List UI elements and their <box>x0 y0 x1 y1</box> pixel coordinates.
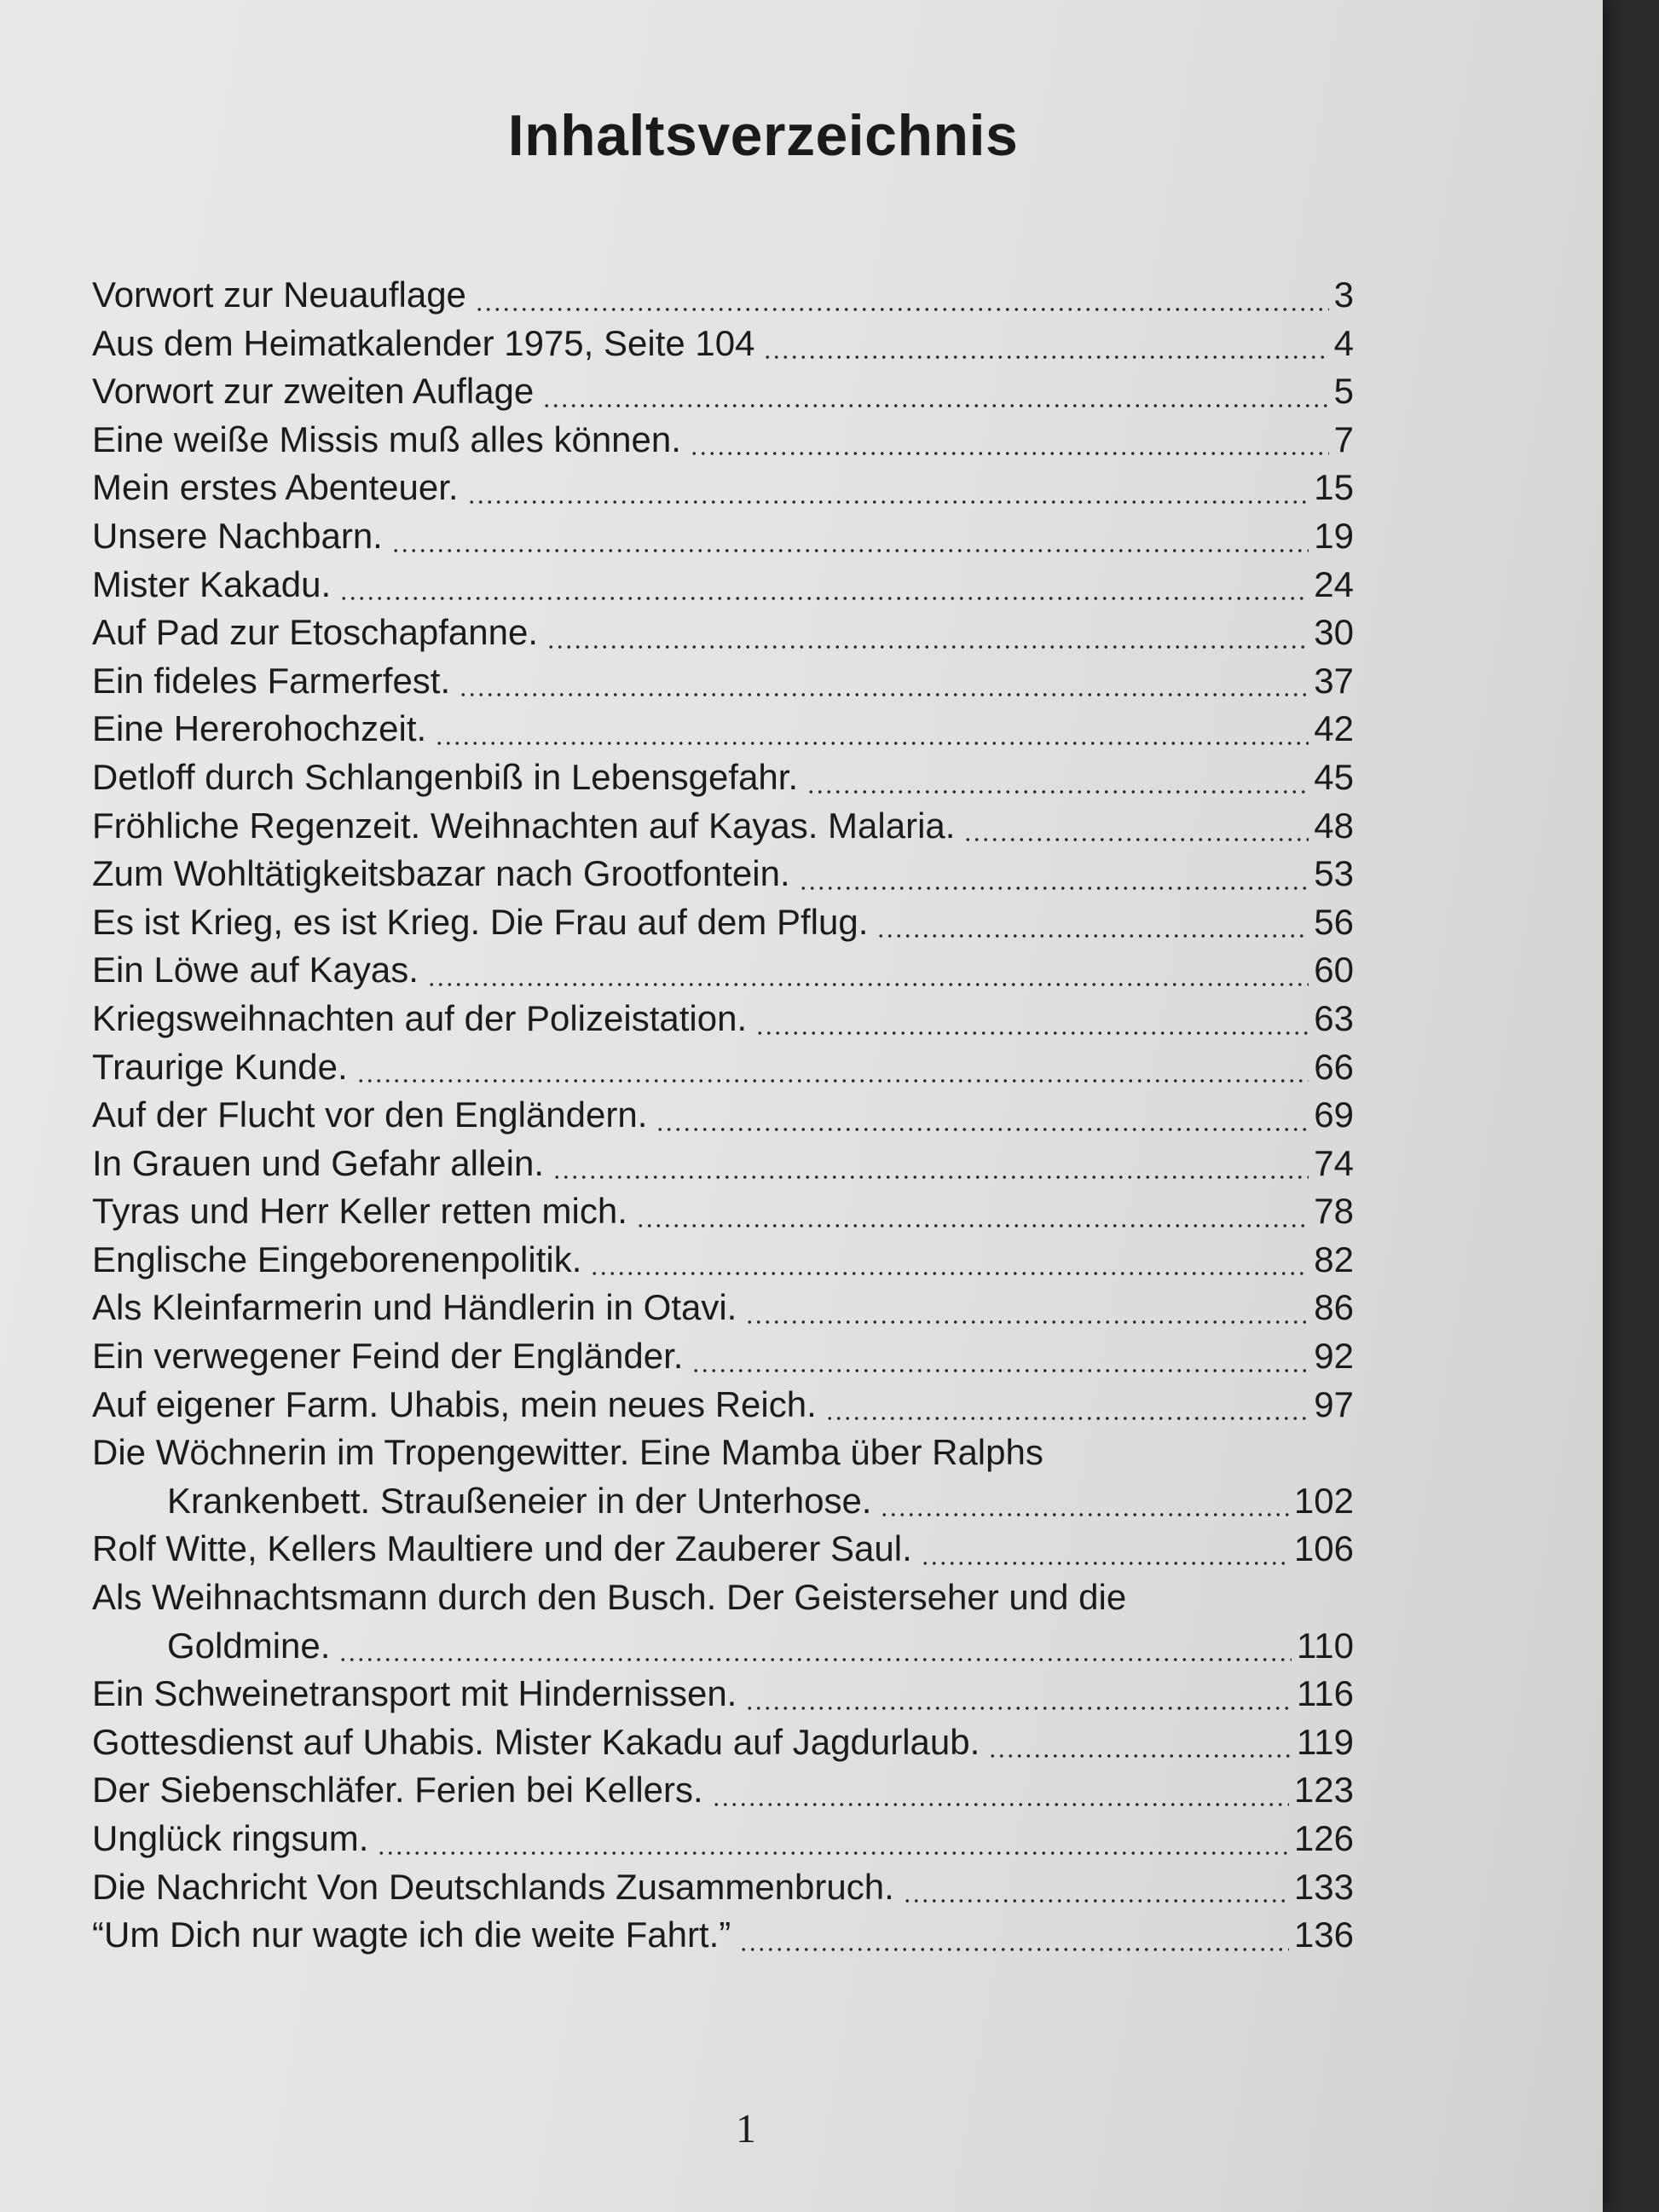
dot-leader <box>745 1707 1292 1710</box>
toc-entry-title: Gottesdienst auf Uhabis. Mister Kakadu auf Jagdurlaub. <box>92 1721 980 1762</box>
toc-entry-page: 3 <box>1333 274 1354 315</box>
toc-entry-title: Vorwort zur Neuauflage <box>92 274 466 315</box>
toc-entry <box>92 705 1354 754</box>
toc-entry-page: 48 <box>1314 805 1354 846</box>
toc-entry-title: Die Nachricht Von Deutschlands Zusammenbruch. <box>92 1866 894 1907</box>
toc-entry <box>92 1863 1354 1912</box>
toc-entry-page: 7 <box>1333 419 1354 459</box>
toc-entry-page: 106 <box>1293 1528 1354 1569</box>
toc-entry <box>92 1670 1354 1718</box>
toc-entry-title: Mein erstes Abenteuer. <box>92 467 459 508</box>
toc-entry <box>92 1140 1354 1188</box>
toc-entry-title: Detloff durch Schlangenbiß in Lebensgefahr. <box>92 756 799 797</box>
dot-leader <box>427 983 1309 986</box>
toc-entry-page: 92 <box>1314 1336 1354 1377</box>
toc-entry <box>92 1815 1354 1863</box>
toc-entry <box>92 464 1354 512</box>
toc-entry-title: In Grauen und Gefahr allein. <box>92 1142 545 1183</box>
toc-entry-page: 45 <box>1314 756 1354 797</box>
dot-leader <box>691 1369 1309 1372</box>
page-title: Inhaltsverzeichnis <box>507 103 1019 168</box>
toc-entry-title: Vorwort zur zweiten Auflage <box>92 371 535 412</box>
toc-entry <box>92 898 1354 947</box>
toc-entry <box>92 367 1354 416</box>
dot-leader <box>690 452 1329 455</box>
toc-entry <box>92 1766 1354 1815</box>
toc-entry-page: 37 <box>1314 660 1354 701</box>
dot-leader <box>712 1803 1289 1806</box>
toc-entry <box>92 1525 1354 1574</box>
toc-entry-title: Ein fideles Farmerfest. <box>92 660 451 701</box>
toc-entry-page: 56 <box>1314 901 1354 942</box>
toc-entry <box>92 1043 1354 1092</box>
toc-entry-title: Es ist Krieg, es ist Krieg. Die Frau auf dem Pflug. <box>92 901 869 942</box>
toc-entry <box>92 271 1354 320</box>
table-of-contents <box>92 271 1354 1960</box>
toc-entry-page: 102 <box>1293 1480 1354 1521</box>
dot-leader <box>467 500 1309 504</box>
toc-entry-title: Ein verwegener Feind der Engländer. <box>92 1336 684 1377</box>
toc-entry <box>92 1718 1354 1767</box>
toc-entry-page: 66 <box>1314 1046 1354 1087</box>
toc-entry-page: 82 <box>1314 1239 1354 1279</box>
toc-entry-title: Auf Pad zur Etoschapfanne. <box>92 612 539 653</box>
toc-entry-title: Unsere Nachbarn. <box>92 515 383 556</box>
toc-entry-title: Mister Kakadu. <box>92 563 332 604</box>
toc-entry <box>92 754 1354 802</box>
toc-entry-page: 19 <box>1314 515 1354 556</box>
toc-entry <box>92 1236 1354 1285</box>
dot-leader <box>656 1128 1309 1131</box>
toc-entry-title: Ein Löwe auf Kayas. <box>92 950 419 990</box>
toc-entry-page: 86 <box>1314 1287 1354 1328</box>
toc-entry <box>92 1187 1354 1236</box>
dot-leader <box>338 1658 1292 1661</box>
dot-leader <box>755 1031 1309 1035</box>
toc-entry-page: 78 <box>1314 1191 1354 1232</box>
dot-leader <box>739 1948 1289 1951</box>
toc-entry-title: “Um Dich nur wagte ich die weite Fahrt.” <box>92 1915 731 1955</box>
toc-entry <box>92 1574 1354 1670</box>
toc-entry-page: 110 <box>1297 1625 1354 1666</box>
dot-leader <box>377 1851 1288 1855</box>
toc-entry-title: Tyras und Herr Keller retten mich. <box>92 1191 627 1232</box>
toc-entry-page: 15 <box>1314 467 1354 508</box>
toc-entry-page: 126 <box>1293 1818 1354 1858</box>
toc-entry <box>92 1332 1354 1381</box>
toc-entry-continuation <box>92 1477 1354 1526</box>
toc-entry-page: 97 <box>1314 1383 1354 1424</box>
toc-entry-page: 30 <box>1314 612 1354 653</box>
page-number: 1 <box>736 2106 756 2151</box>
dot-leader <box>356 1079 1309 1083</box>
toc-entry <box>92 995 1354 1043</box>
toc-entry <box>92 1284 1354 1332</box>
toc-entry-page: 63 <box>1314 997 1354 1038</box>
toc-entry-title: Englische Eingeborenenpolitik. <box>92 1239 582 1279</box>
dot-leader <box>475 308 1329 311</box>
toc-entry-title: Ein Schweinetransport mit Hindernissen. <box>92 1673 737 1714</box>
dot-leader <box>459 693 1309 696</box>
toc-entry <box>92 1429 1354 1525</box>
toc-entry-title: Eine weiße Missis muß alles können. <box>92 419 681 459</box>
dot-leader <box>963 838 1309 841</box>
toc-entry-page: 5 <box>1333 371 1354 412</box>
toc-entry-page: 116 <box>1297 1673 1354 1714</box>
dot-leader <box>391 549 1309 552</box>
dot-leader <box>799 887 1309 890</box>
toc-entry <box>92 609 1354 657</box>
toc-entry-title: Goldmine. <box>167 1625 331 1666</box>
toc-entry <box>92 657 1354 706</box>
dot-leader <box>546 645 1309 649</box>
dot-leader <box>903 1899 1289 1903</box>
dot-leader <box>552 1175 1309 1179</box>
toc-entry-title: Zum Wohltätigkeitsbazar nach Grootfontein. <box>92 853 790 894</box>
dot-leader <box>880 1513 1288 1516</box>
dot-leader <box>825 1417 1309 1420</box>
toc-entry <box>92 1091 1354 1140</box>
toc-entry-continuation <box>92 1622 1354 1671</box>
toc-entry-title: Eine Hererohochzeit. <box>92 708 427 749</box>
dot-leader <box>590 1272 1309 1275</box>
dot-leader <box>988 1754 1292 1758</box>
dot-leader <box>806 790 1309 794</box>
toc-entry-title: Auf eigener Farm. Uhabis, mein neues Reich. <box>92 1383 817 1424</box>
toc-entry <box>92 512 1354 561</box>
toc-entry-page: 133 <box>1293 1866 1354 1907</box>
dot-leader <box>921 1562 1289 1565</box>
dot-leader <box>763 355 1328 359</box>
toc-entry-title: Als Kleinfarmerin und Händlerin in Otavi. <box>92 1287 737 1328</box>
toc-entry-page: 119 <box>1297 1721 1354 1762</box>
toc-entry-page: 42 <box>1314 708 1354 749</box>
toc-entry-page: 53 <box>1314 853 1354 894</box>
toc-entry-title: Der Siebenschläfer. Ferien bei Kellers. <box>92 1770 703 1811</box>
toc-entry-page: 60 <box>1314 950 1354 990</box>
toc-entry <box>92 850 1354 898</box>
toc-entry <box>92 802 1354 851</box>
dot-leader <box>339 597 1309 600</box>
toc-entry <box>92 946 1354 995</box>
dot-leader <box>435 742 1309 745</box>
toc-entry-title-line: Als Weihnachtsmann durch den Busch. Der Geisterseher und die <box>92 1577 1127 1618</box>
toc-entry-page: 123 <box>1293 1770 1354 1811</box>
toc-entry-page: 4 <box>1333 322 1354 363</box>
dot-leader <box>542 404 1328 407</box>
toc-entry <box>92 561 1354 609</box>
toc-entry-title: Auf der Flucht vor den Engländern. <box>92 1094 648 1135</box>
dot-leader <box>745 1320 1309 1324</box>
toc-entry-page: 136 <box>1293 1915 1354 1955</box>
toc-entry-title: Krankenbett. Straußeneier in der Unterhose. <box>167 1480 872 1521</box>
toc-entry-title-line: Die Wöchnerin im Tropengewitter. Eine Mamba über Ralphs <box>92 1432 1043 1473</box>
dot-leader <box>636 1224 1309 1227</box>
toc-entry-page: 69 <box>1314 1094 1354 1135</box>
toc-entry-title: Fröhliche Regenzeit. Weihnachten auf Kayas. Malaria. <box>92 805 956 846</box>
toc-entry <box>92 1911 1354 1960</box>
toc-entry-title: Unglück ringsum. <box>92 1818 369 1858</box>
toc-entry-title: Aus dem Heimatkalender 1975, Seite 104 <box>92 322 755 363</box>
toc-entry-title: Kriegsweihnachten auf der Polizeistation. <box>92 997 748 1038</box>
dot-leader <box>876 934 1309 938</box>
toc-entry-page: 74 <box>1314 1142 1354 1183</box>
toc-entry-title: Rolf Witte, Kellers Maultiere und der Zauberer Saul. <box>92 1528 912 1569</box>
toc-entry-title: Traurige Kunde. <box>92 1046 348 1087</box>
toc-entry <box>92 1381 1354 1429</box>
toc-entry-page: 24 <box>1314 563 1354 604</box>
toc-entry <box>92 416 1354 465</box>
toc-entry <box>92 320 1354 368</box>
